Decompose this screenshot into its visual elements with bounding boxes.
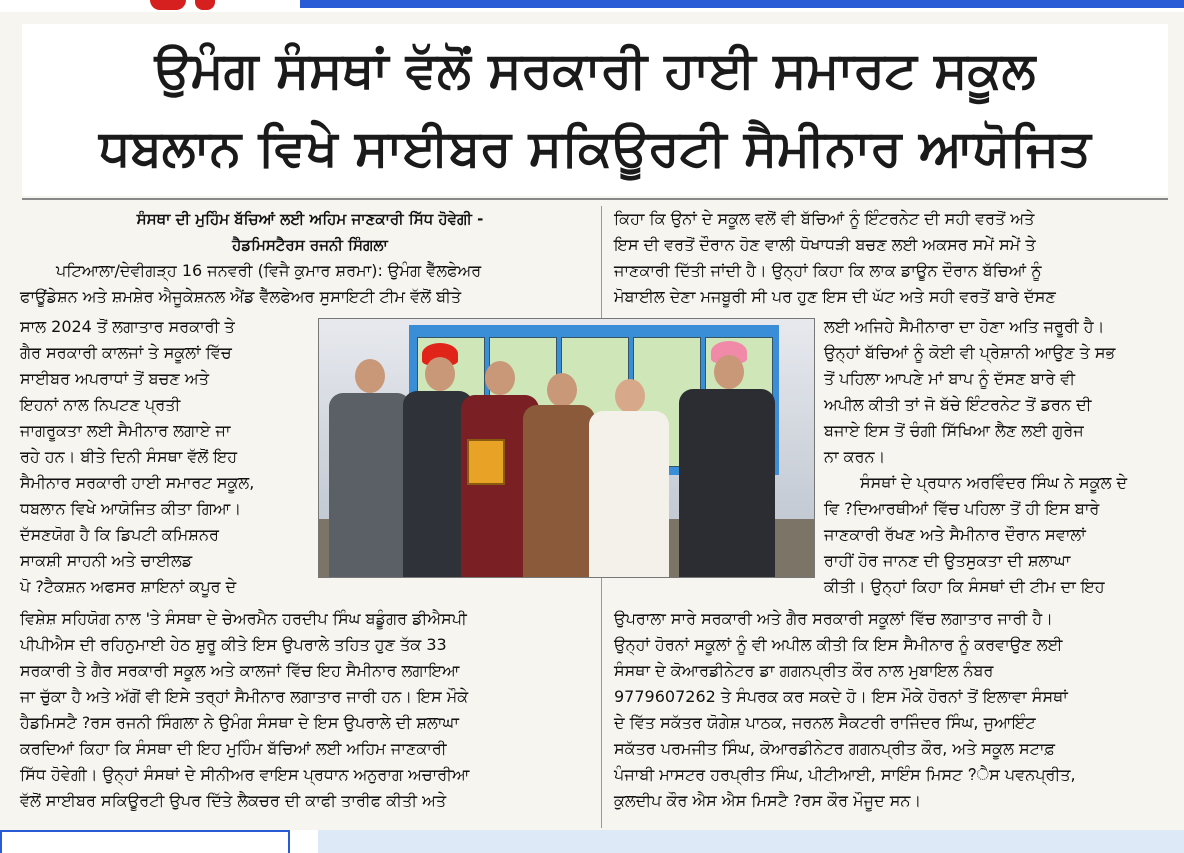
text-line: ਵਿ ?ਦਿਆਰਥੀਆਂ ਵਿੱਚ ਪਹਿਲਾ ਤੋਂ ਹੀ ਇਸ ਬਾਰੇ	[824, 499, 1100, 518]
left-below-photo	[20, 606, 600, 814]
person	[523, 405, 595, 577]
person	[679, 389, 775, 577]
headline-line-2: ਧਬਲਾਨ ਵਿਖੇ ਸਾਈਬਰ ਸਕਿਊਰਟੀ ਸੈਮੀਨਾਰ ਆਯੋਜਿਤ	[99, 119, 1091, 177]
person	[329, 393, 411, 577]
text-line: ਵੱਲੋਂ ਸਾਈਬਰ ਸਕਿਊਰਟੀ ਉਪਰ ਦਿੱਤੇ ਲੈਕਚਰ ਦੀ ਕਾਫੀ ਤਾਰੀਫ ਕੀਤੀ ਅਤੇ	[20, 791, 447, 810]
person	[589, 411, 669, 577]
text-line: ਦੱਸਣਯੋਗ ਹੈ ਕਿ ਡਿਪਟੀ ਕਮਿਸ਼ਨਰ	[20, 525, 219, 544]
text-line: ਸਾਕਸ਼ੀ ਸਾਹਨੀ ਅਤੇ ਚਾਈਲਡ	[20, 551, 193, 570]
person-head	[485, 361, 515, 395]
text-line: ਸਾਈਬਰ ਅਪਰਾਧਾਂ ਤੋਂ ਬਚਣ ਅਤੇ	[20, 369, 209, 388]
text-line: ਰਹੇ ਹਨ। ਬੀਤੇ ਦਿਨੀ ਸੰਸਥਾ ਵੱਲੋਂ ਇਹ	[20, 447, 238, 466]
text-line: ਸੰਸਥਾਂ ਦੇ ਪ੍ਰਧਾਨ ਅਰਵਿੰਦਰ ਸਿੰਘ ਨੇ ਸਕੂਲ ਦੇ	[860, 473, 1128, 492]
left-beside-photo	[20, 314, 306, 600]
text-line: ਉਨ੍ਹਾਂ ਬੱਚਿਆਂ ਨੂੰ ਕੋਈ ਵੀ ਪ੍ਰੇਸ਼ਾਨੀ ਆਉਣ ਤੇ ਸਭ	[824, 343, 1116, 362]
person-head	[615, 379, 645, 413]
text-line: ਇਹਨਾਂ ਨਾਲ ਨਿਪਟਣ ਪ੍ਰਤੀ	[20, 395, 181, 414]
text-line: ਸਿੱਧ ਹੋਵੇਗੀ। ਉਨ੍ਹਾਂ ਸੰਸਥਾਂ ਦੇ ਸੀਨੀਅਰ ਵਾਇਸ ਪ੍ਰਧਾਨ ਅਨੁਰਾਗ ਅਚਾਰੀਆ	[20, 765, 470, 784]
text-line: ਰਾਹੀਂ ਹੋਰ ਜਾਨਣ ਦੀ ਉਤਸੁਕਤਾ ਦੀ ਸ਼ਲਾਘਾ	[824, 551, 1071, 570]
right-below-photo	[614, 606, 1184, 814]
text-line: ਸੈਮੀਨਾਰ ਸਰਕਾਰੀ ਹਾਈ ਸਮਾਰਟ ਸਕੂਲ,	[20, 473, 255, 492]
masthead-logo-mark	[150, 0, 186, 10]
award-plaque	[467, 439, 505, 485]
text-line: ਨਾ ਕਰਨ।	[824, 447, 886, 466]
text-line: ਤੋਂ ਪਹਿਲਾ ਆਪਣੇ ਮਾਂ ਬਾਪ ਨੂੰ ਦੱਸਣ ਬਾਰੇ ਵੀ	[824, 369, 1076, 388]
text-line: ਕੀਤੀ। ਉਨ੍ਹਾਂ ਕਿਹਾ ਕਿ ਸੰਸਥਾਂ ਦੀ ਟੀਮ ਦਾ ਇਹ	[824, 577, 1105, 596]
masthead-logo-mark-2	[195, 0, 215, 10]
text-line: ਫਾਊਂਡੇਸ਼ਨ ਅਤੇ ਸ਼ਮਸ਼ੇਰ ਐਜੂਕੇਸ਼ਨਲ ਐਂਡ ਵੈੱਲਫੇਅਰ ਸੁਸਾਇਟੀ ਟੀਮ ਵੱਲੋਂ ਬੀਤੇ	[20, 287, 462, 306]
subheading-line-1: ਸੰਸਥਾ ਦੀ ਮੁਹਿੰਮ ਬੱਚਿਆਂ ਲਈ ਅਹਿਮ ਜਾਣਕਾਰੀ ਸਿੱਧ ਹੋਵੇਗੀ -	[136, 210, 484, 228]
article-headline	[22, 24, 1168, 196]
text-line: ਜਾਗਰੂਕਤਾ ਲਈ ਸੈਮੀਨਾਰ ਲਗਾਏ ਜਾ	[20, 421, 231, 440]
text-line: ਪਟਿਆਲਾ/ਦੇਵੀਗੜ੍ਹ 16 ਜਨਵਰੀ (ਵਿਜੈ ਕੁਮਾਰ ਸ਼ਰਮਾ): ਉਮੰਗ ਵੈੱਲਫੇਅਰ	[56, 261, 482, 280]
left-intro	[20, 258, 600, 310]
text-line: ਬਜਾਏ ਇਸ ਤੋਂ ਚੰਗੀ ਸਿੱਖਿਆ ਲੈਣ ਲਈ ਗੁਰੇਜ	[824, 421, 1084, 440]
text-line: ਲਈ ਅਜਿਹੇ ਸੈਮੀਨਾਰਾ ਦਾ ਹੋਣਾ ਅਤਿ ਜਰੂਰੀ ਹੈ।	[824, 317, 1105, 336]
text-line: ਕੁਲਦੀਪ ਕੌਰ ਐਸ ਐਸ ਮਿਸਟੈ ?ਰਸ ਕੌਰ ਮੌਜੂਦ ਸਨ।	[614, 791, 922, 810]
text-line: ਪੀਪੀਐਸ ਦੀ ਰਹਿਨੁਮਾਈ ਹੇਠ ਸ਼ੁਰੂ ਕੀਤੇ ਇਸ ਉਪਰਾਲੇ ਤਹਿਤ ਹੁਣ ਤੱਕ 33	[20, 635, 447, 654]
text-line: ਉਨ੍ਹਾਂ ਹੋਰਨਾਂ ਸਕੂਲਾਂ ਨੂੰ ਵੀ ਅਪੀਲ ਕੀਤੀ ਕਿ ਇਸ ਸੈਮੀਨਾਰ ਨੂੰ ਕਰਵਾਉਣ ਲਈ	[614, 635, 1063, 654]
text-line: 9779607262 ਤੇ ਸੰਪਰਕ ਕਰ ਸਕਦੇ ਹੋ। ਇਸ ਮੌਕੇ ਹੋਰਨਾਂ ਤੋਂ ਇਲਾਵਾ ਸੰਸਥਾਂ	[614, 687, 1068, 706]
article-subheading	[20, 206, 600, 258]
text-line: ਇਸ ਦੀ ਵਰਤੋਂ ਦੌਰਾਨ ਹੋਣ ਵਾਲੀ ਧੋਖਾਧੜੀ ਬਚਣ ਲਈ ਅਕਸਰ ਸਮੇਂ ਸਮੇਂ ਤੇ	[614, 235, 1036, 254]
text-line: ਅਪੀਲ ਕੀਤੀ ਤਾਂ ਜੋ ਬੱਚੇ ਇੰਟਰਨੇਟ ਤੋਂ ਡਰਨ ਦੀ	[824, 395, 1092, 414]
subheading-line-2: ਹੈਡਮਿਸਟੈਰਸ ਰਜਨੀ ਸਿੰਗਲਾ	[232, 236, 388, 254]
text-line: ਕਰਦਿਆਂ ਕਿਹਾ ਕਿ ਸੰਸਥਾ ਦੀ ਇਹ ਮੁਹਿੰਮ ਬੱਚਿਆਂ ਲਈ ਅਹਿਮ ਜਾਣਕਾਰੀ	[20, 739, 447, 758]
bottom-left-box	[0, 830, 290, 853]
text-line: ਮੋਬਾਈਲ ਦੇਣਾ ਮਜਬੂਰੀ ਸੀ ਪਰ ਹੁਣ ਇਸ ਦੀ ਘੱਟ ਅਤੇ ਸਹੀ ਵਰਤੋਂ ਬਾਰੇ ਦੱਸਣ	[614, 287, 1056, 306]
text-line: ਸਕੱਤਰ ਪਰਮਜੀਤ ਸਿੰਘ, ਕੋਆਰਡੀਨੇਟਰ ਗਗਨਪ੍ਰੀਤ ਕੌਰ, ਅਤੇ ਸਕੂਲ ਸਟਾਫ਼	[614, 739, 1055, 758]
next-article-strip	[0, 830, 1184, 853]
text-line: ਦੇ ਵਿੱਤ ਸਕੱਤਰ ਯੋਗੇਸ਼ ਪਾਠਕ, ਜਰਨਲ ਸੈਕਟਰੀ ਰਾਜਿੰਦਰ ਸਿੰਘ, ਜੁਆਇੰਟ	[614, 713, 1036, 732]
person-head	[547, 373, 577, 407]
bottom-blue-band	[318, 830, 1184, 853]
text-line: ਹੈਡਮਿਸਟੈ ?ਰਸ ਰਜਨੀ ਸਿੰਗਲਾ ਨੇ ਉਮੰਗ ਸੰਸਥਾ ਦੇ ਇਸ ਉਪਰਾਲੇ ਦੀ ਸ਼ਲਾਘਾ	[20, 713, 459, 732]
person-head	[425, 357, 455, 391]
headline-line-1: ਉਮੰਗ ਸੰਸਥਾਂ ਵੱਲੋਂ ਸਰਕਾਰੀ ਹਾਈ ਸਮਾਰਟ ਸਕੂਲ	[154, 41, 1036, 99]
text-line: ਜਾਣਕਾਰੀ ਰੱਖਣ ਅਤੇ ਸੈਮੀਨਾਰ ਦੌਰਾਨ ਸਵਾਲਾਂ	[824, 525, 1086, 544]
text-line: ਜਾ ਚੁੱਕਾ ਹੈ ਅਤੇ ਅੱਗੋਂ ਵੀ ਇਸੇ ਤਰ੍ਹਾਂ ਸੈਮੀਨਾਰ ਲਗਾਤਾਰ ਜਾਰੀ ਹਨ। ਇਸ ਮੌਕੇ	[20, 687, 469, 706]
text-line: ਉਪਰਾਲਾ ਸਾਰੇ ਸਰਕਾਰੀ ਅਤੇ ਗੈਰ ਸਰਕਾਰੀ ਸਕੂਲਾਂ ਵਿੱਚ ਲਗਾਤਾਰ ਜਾਰੀ ਹੈ।	[614, 609, 1053, 628]
text-line: ਸਾਲ 2024 ਤੋਂ ਲਗਾਤਾਰ ਸਰਕਾਰੀ ਤੇ	[20, 317, 235, 336]
text-line: ਸਰਕਾਰੀ ਤੇ ਗੈਰ ਸਰਕਾਰੀ ਸਕੂਲ ਅਤੇ ਕਾਲਜਾਂ ਵਿੱਚ ਇਹ ਸੈਮੀਨਾਰ ਲਗਾਇਆ	[20, 661, 460, 680]
text-line: ਜਾਣਕਾਰੀ ਦਿੱਤੀ ਜਾਂਦੀ ਹੈ। ਉਨ੍ਹਾਂ ਕਿਹਾ ਕਿ ਲਾਕ ਡਾਊਨ ਦੌਰਾਨ ਬੱਚਿਆਂ ਨੂੰ	[614, 261, 1042, 280]
masthead-strip	[0, 0, 1184, 12]
text-line: ਵਿਸ਼ੇਸ਼ ਸਹਿਯੋਗ ਨਾਲ 'ਤੇ ਸੰਸਥਾ ਦੇ ਚੇਅਰਮੈਨ ਹਰਦੀਪ ਸਿੰਘ ਬਡੂੰਗਰ ਡੀਐਸਪੀ	[20, 609, 467, 628]
text-line: ਗੈਰ ਸਰਕਾਰੀ ਕਾਲਜਾਂ ਤੇ ਸਕੂਲਾਂ ਵਿੱਚ	[20, 343, 232, 362]
text-line: ਪੋ ?ਟੈਕਸ਼ਨ ਅਫਸਰ ਸ਼ਾਇਨਾਂ ਕਪੂਰ ਦੇ	[20, 577, 237, 596]
right-beside-photo	[824, 314, 1184, 600]
person-head	[355, 359, 385, 393]
text-line: ਕਿਹਾ ਕਿ ਉਨਾਂ ਦੇ ਸਕੂਲ ਵਲੋਂ ਵੀ ਬੱਚਿਆਂ ਨੂੰ ਇੰਟਰਨੇਟ ਦੀ ਸਹੀ ਵਰਤੋਂ ਅਤੇ	[614, 209, 1035, 228]
right-above-photo	[614, 206, 1184, 310]
text-line: ਧਬਲਾਨ ਵਿਖੇ ਆਯੋਜਿਤ ਕੀਤਾ ਗਿਆ।	[20, 499, 242, 518]
text-line: ਪੰਜਾਬੀ ਮਾਸਟਰ ਹਰਪ੍ਰੀਤ ਸਿੰਘ, ਪੀਟੀਆਈ, ਸਾਇੰਸ ਮਿਸਟ ?ੈਸ ਪਵਨਪ੍ਰੀਤ,	[614, 765, 1076, 784]
person-head	[714, 355, 744, 389]
group-photo	[318, 318, 815, 578]
masthead-blue-bar	[300, 0, 1184, 8]
headline-divider	[22, 198, 1168, 200]
text-line: ਸੰਸਥਾ ਦੇ ਕੋਆਰਡੀਨੇਟਰ ਡਾ ਗਗਨਪ੍ਰੀਤ ਕੌਰ ਨਾਲ ਮੁਬਾਇਲ ਨੰਬਰ	[614, 661, 994, 680]
